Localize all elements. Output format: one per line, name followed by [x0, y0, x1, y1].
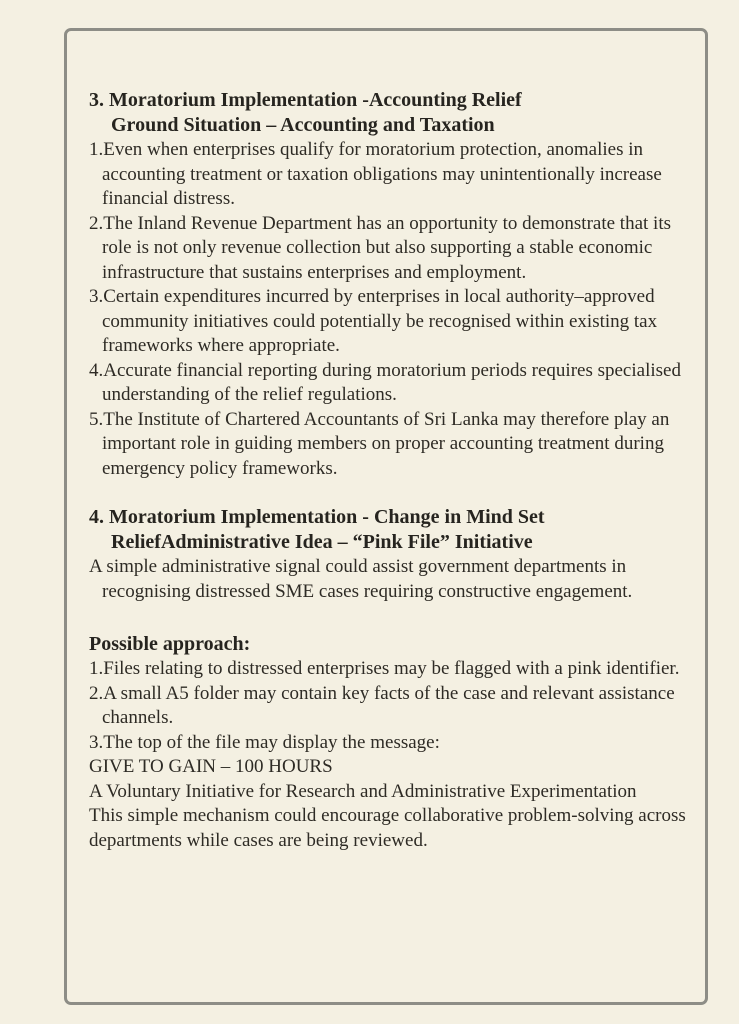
- section-accounting-heading: [89, 88, 693, 138]
- page-border-frame: [64, 28, 708, 1005]
- list-item: 4.Accurate financial reporting during moratorium periods requires specialised understanding of the relief regulations.: [89, 359, 681, 405]
- section-mindset-heading: [89, 505, 693, 555]
- section-accounting-heading-line1: 3. Moratorium Implementation -Accounting Relief: [89, 89, 522, 111]
- section-accounting-heading-line2: Ground Situation – Accounting and Taxation: [111, 114, 495, 136]
- list-item: 2.A small A5 folder may contain key facts of the case and relevant assistance channels.: [89, 682, 675, 728]
- section-accounting-relief: [89, 88, 693, 481]
- list-item: 5.The Institute of Chartered Accountants of Sri Lanka may therefore play an important role in guiding members on proper accounting treatment during emergency policy frameworks.: [89, 408, 670, 479]
- section-mindset-heading-line2: ReliefAdministrative Idea – “Pink File” Initiative: [111, 531, 533, 553]
- page-content: [89, 88, 693, 853]
- voluntary-initiative-line: A Voluntary Initiative for Research and Administrative Experimentation: [89, 780, 637, 802]
- section-change-in-mindset: [89, 505, 693, 604]
- section-mindset-heading-line1: 4. Moratorium Implementation - Change in Mind Set: [89, 506, 545, 528]
- list-item: 3.Certain expenditures incurred by enterprises in local authority–approved community initiatives could potentially be recognised within existing tax frameworks where appropriate.: [89, 286, 658, 356]
- section-approach-list: [89, 657, 693, 755]
- list-item: 1.Files relating to distressed enterprises may be flagged with a pink identifier.: [89, 658, 680, 679]
- give-to-gain-line: GIVE TO GAIN – 100 HOURS: [89, 756, 333, 777]
- section-mindset-paragraph: A simple administrative signal could assist government departments in recognising distressed SME cases requiring constructive engagement.: [89, 556, 633, 602]
- section-accounting-list: [89, 138, 693, 481]
- list-item: 2.The Inland Revenue Department has an opportunity to demonstrate that its role is not only revenue collection but also supporting a stable economic infrastructure that sustains enterprises and employment.: [89, 212, 671, 283]
- possible-approach-heading: Possible approach:: [89, 633, 251, 655]
- list-item: 3.The top of the file may display the message:: [89, 731, 440, 753]
- closing-paragraph: This simple mechanism could encourage collaborative problem-solving across departments while cases are being reviewed.: [89, 805, 686, 851]
- section-possible-approach: [89, 632, 693, 853]
- list-item: 1.Even when enterprises qualify for moratorium protection, anomalies in accounting treatment or taxation obligations may unintentionally increase financial distress.: [89, 139, 662, 209]
